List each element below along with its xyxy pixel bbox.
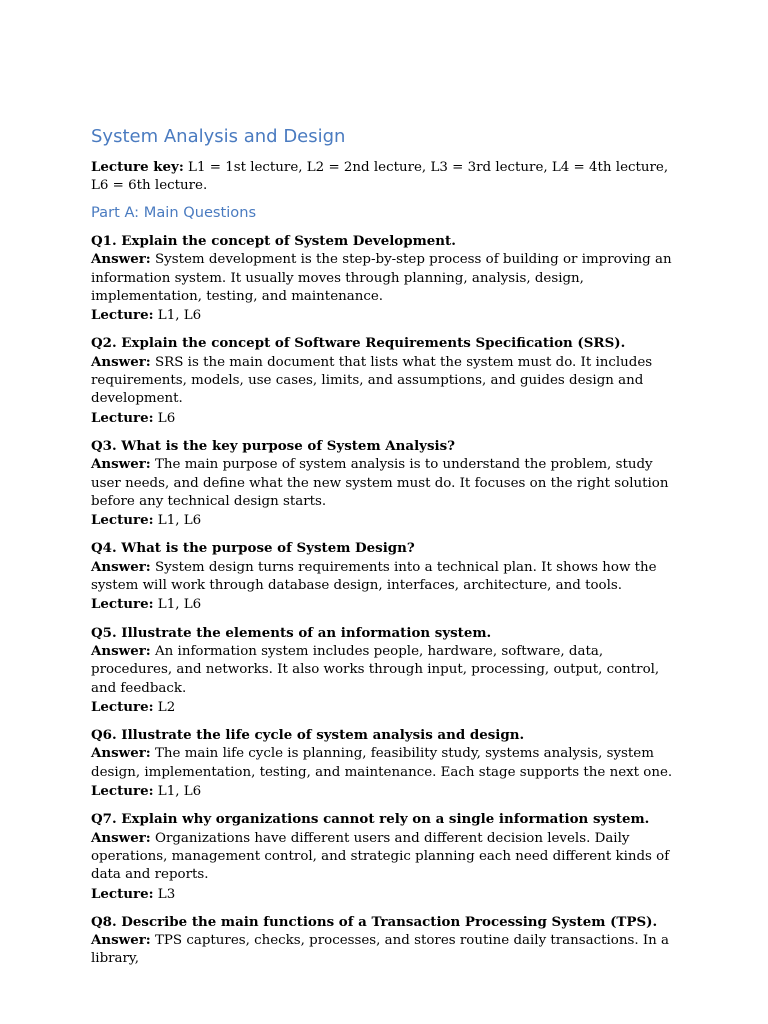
answer-body: The main life cycle is planning, feasibility study, systems analysis, system design, implementation, testing, and maintenance. Each stage supports the next one. — [91, 746, 673, 780]
lecture-ref — [91, 306, 681, 325]
answer-body: SRS is the main document that lists what the system must do. It includes requirements, models, use cases, limits, and assumptions, and guides design and development. — [91, 354, 653, 407]
answer-body: The main purpose of system analysis is to understand the problem, study user needs, and define what the new system must do. It focuses on the right solution before any technical design starts. — [91, 457, 669, 509]
question-text: Q3. What is the key purpose of System Analysis? — [91, 437, 455, 454]
answer-text — [91, 931, 681, 969]
lecture-value: L1, L6 — [157, 513, 202, 529]
answer-body: TPS captures, checks, processes, and stores routine daily transactions. In a library, — [91, 933, 670, 967]
lecture-label: Lecture: — [91, 307, 154, 324]
question-block — [91, 726, 681, 801]
question-block — [91, 334, 681, 427]
lecture-ref — [91, 511, 681, 530]
answer-text — [91, 642, 681, 698]
lecture-key-text: L1 = 1st lecture, L2 = 2nd lecture, L3 = 3rd lecture, L4 = 4th lecture, L6 = 6th lecture. — [91, 160, 669, 193]
lecture-label: Lecture: — [91, 783, 154, 800]
answer-label: Answer: — [91, 456, 151, 473]
question-text: Q8. Describe the main functions of a Transaction Processing System (TPS). — [91, 913, 658, 930]
answer-label: Answer: — [91, 558, 151, 575]
lecture-value: L2 — [157, 699, 176, 715]
lecture-label: Lecture: — [91, 409, 154, 426]
lecture-value: L3 — [157, 886, 176, 902]
answer-text — [91, 250, 681, 306]
question-text: Q1. Explain the concept of System Development. — [91, 233, 456, 249]
lecture-value: L6 — [157, 410, 176, 426]
question-block — [91, 232, 681, 325]
answer-body: Organizations have different users and different decision levels. Daily operations, management control, and strategic planning each need different kinds of data and reports. — [91, 830, 670, 883]
lecture-label: Lecture: — [91, 596, 154, 613]
lecture-value: L1, L6 — [157, 308, 202, 324]
answer-text — [91, 829, 681, 885]
lecture-ref — [91, 698, 681, 717]
question-block — [91, 437, 681, 530]
lecture-value: L1, L6 — [157, 597, 202, 613]
document-title: System Analysis and Design — [91, 126, 346, 147]
answer-text — [91, 353, 681, 409]
answer-text — [91, 455, 681, 511]
answer-body: An information system includes people, hardware, software, data, procedures, and networks. It also works through input, processing, output, control, and feedback. — [91, 643, 660, 696]
question-text: Q7. Explain why organizations cannot rely on a single information system. — [91, 811, 650, 828]
lecture-ref — [91, 885, 681, 904]
lecture-value: L1, L6 — [157, 784, 202, 800]
lecture-key — [91, 158, 681, 195]
question-block — [91, 810, 681, 903]
lecture-ref — [91, 409, 681, 428]
answer-label: Answer: — [91, 353, 151, 370]
question-text: Q2. Explain the concept of Software Requirements Specification (SRS). — [91, 335, 626, 352]
document-page — [91, 124, 681, 978]
answer-label: Answer: — [91, 745, 151, 762]
answer-label: Answer: — [91, 251, 151, 268]
answer-body: System design turns requirements into a technical plan. It shows how the system will work through database design, interfaces, architecture, and tools. — [91, 559, 657, 594]
lecture-label: Lecture: — [91, 512, 154, 529]
question-block — [91, 539, 681, 614]
question-text: Q4. What is the purpose of System Design? — [91, 540, 415, 557]
lecture-label: Lecture: — [91, 885, 154, 902]
answer-label: Answer: — [91, 932, 151, 949]
answer-label: Answer: — [91, 829, 151, 846]
lecture-ref — [91, 595, 681, 614]
question-block — [91, 624, 681, 717]
lecture-key-label: Lecture key: — [91, 159, 184, 175]
lecture-label: Lecture: — [91, 698, 154, 715]
answer-text — [91, 744, 681, 782]
question-text: Q5. Illustrate the elements of an information system. — [91, 624, 492, 641]
lecture-ref — [91, 782, 681, 801]
answer-body: System development is the step-by-step process of building or improving an information system. It usually moves through planning, analysis, design, implementation, testing, and maintenance. — [91, 252, 672, 304]
question-text: Q6. Illustrate the life cycle of system analysis and design. — [91, 727, 525, 744]
answer-text — [91, 558, 681, 596]
section-heading: Part A: Main Questions — [91, 204, 257, 221]
question-block — [91, 913, 681, 969]
answer-label: Answer: — [91, 642, 151, 659]
